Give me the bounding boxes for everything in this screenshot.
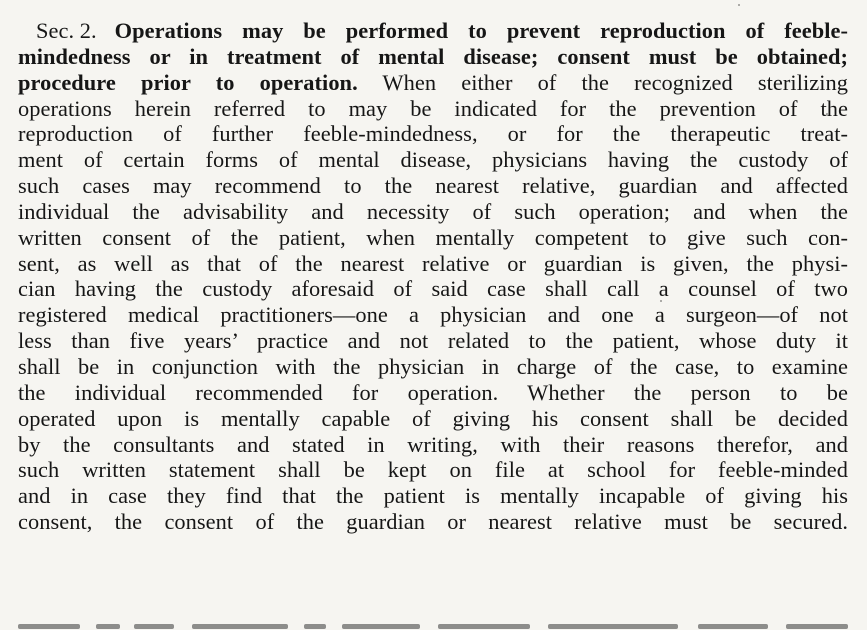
body-line-14: shall be in conjunction with the physician in charge of the case, to examine (18, 353, 848, 379)
scan-speck (660, 300, 662, 302)
body-line-6: ment of certain forms of mental disease, physicians having the custody of (18, 147, 848, 173)
body-line-11: cian having the custody aforesaid of said case shall call a counsel of two (18, 276, 848, 302)
body-line-10: sent, as well as that of the nearest relative or guardian is given, the physi- (18, 250, 848, 276)
scan-speck (738, 4, 740, 6)
body-line-8: individual the advisability and necessity of such operation; and when the (18, 198, 848, 224)
body-line-13: less than five years’ practice and not related to the patient, whose duty it (18, 328, 848, 354)
body-line-3-rest: When either of the recognized sterilizing (357, 69, 848, 95)
body-line-9: written consent of the patient, when mentally competent to give such con- (18, 224, 848, 250)
scan-speck (826, 113, 828, 115)
body-line-12: registered medical practitioners—one a physician and one a surgeon—of not (18, 302, 848, 328)
body-line-15: the individual recommended for operation. Whether the person to be (18, 379, 848, 405)
text-line-3 (18, 70, 848, 96)
body-line-4: operations herein referred to may be indicated for the prevention of the (18, 95, 848, 121)
body-line-5: reproduction of further feeble-mindedness, or for the therapeutic treat- (18, 121, 848, 147)
body-line-18: such written statement shall be kept on file at school for feeble-minded (18, 457, 848, 483)
section-heading-part-3: procedure prior to operation. (18, 69, 358, 95)
text-line-1 (18, 18, 848, 44)
body-line-16: operated upon is mentally capable of giving his consent shall be decided (18, 405, 848, 431)
statute-text (18, 18, 848, 535)
cut-off-next-line (18, 618, 848, 630)
section-heading-part-2: mindedness or in treatment of mental disease; consent must be obtained; (18, 43, 848, 69)
section-label: Sec. 2. (36, 18, 97, 43)
section-heading-part-1: Operations may be performed to prevent reproduction of feeble- (114, 18, 848, 43)
body-line-20: consent, the consent of the guardian or nearest relative must be secured. (18, 509, 848, 535)
body-line-17: by the consultants and stated in writing, with their reasons therefor, and (18, 431, 848, 457)
body-line-19: and in case they find that the patient is mentally incapable of giving his (18, 483, 848, 509)
body-line-7: such cases may recommend to the nearest relative, guardian and affected (18, 173, 848, 199)
